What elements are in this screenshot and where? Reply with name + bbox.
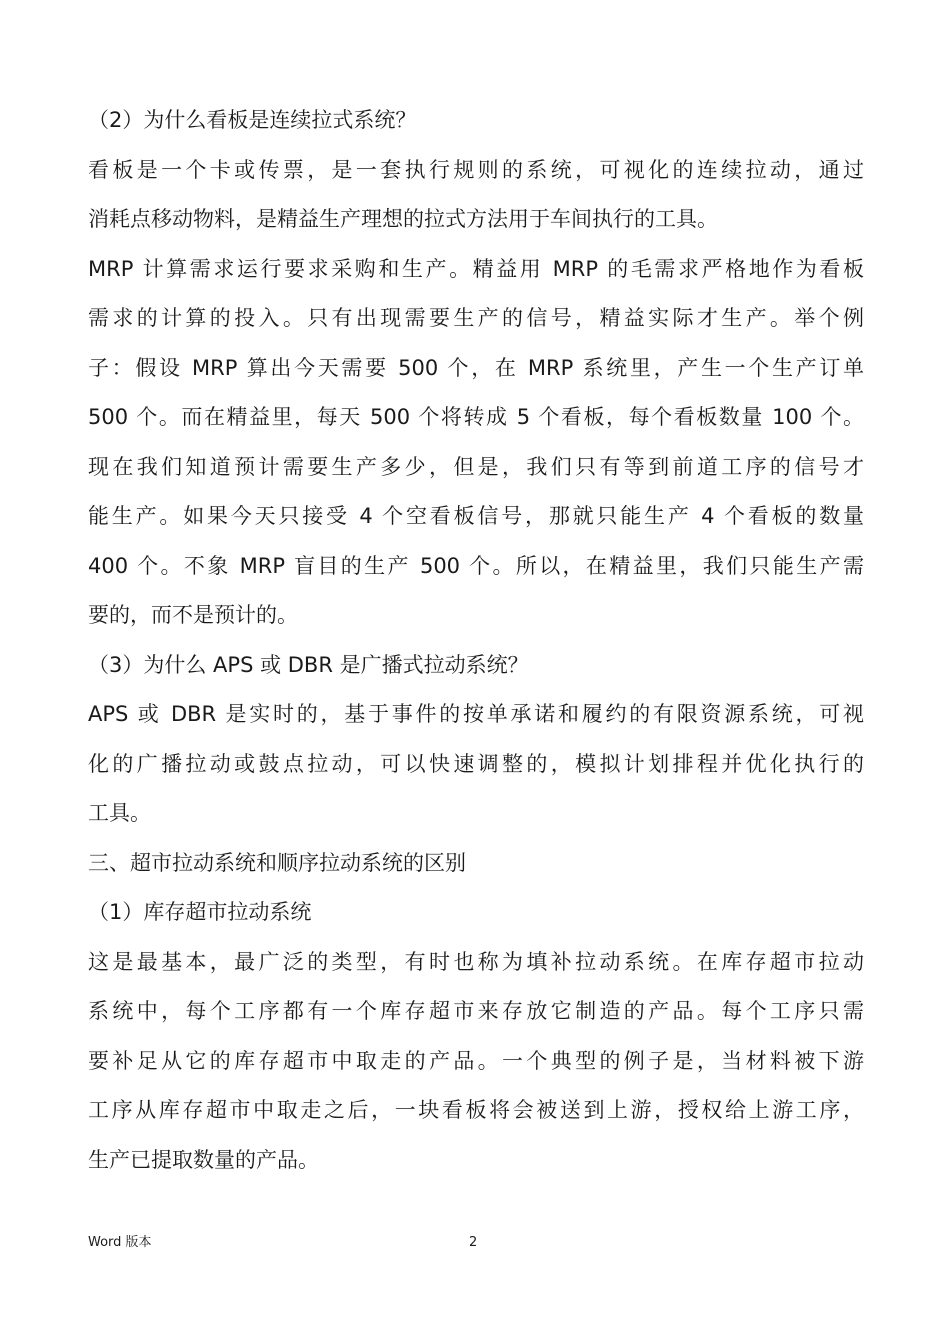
page-number: 2 — [469, 1235, 478, 1250]
paragraph-line: 要的，而不是预计的。 — [88, 603, 298, 627]
paragraph-line: 消耗点移动物料，是精益生产理想的拉式方法用于车间执行的工具。 — [88, 207, 718, 231]
paragraph-line: 现在我们知道预计需要生产多少，但是，我们只有等到前道工序的信号才 — [88, 454, 864, 479]
paragraph-line: 看板是一个卡或传票，是一套执行规则的系统，可视化的连续拉动，通过 — [88, 157, 864, 182]
paragraph-line: 工具。 — [88, 801, 151, 825]
paragraph-line: 400 个。不象 MRP 盲目的生产 500 个。所以，在精益里，我们只能生产需 — [88, 553, 864, 578]
paragraph-line: 要补足从它的库存超市中取走的产品。一个典型的例子是，当材料被下游 — [88, 1048, 864, 1073]
paragraph-line: 工序从库存超市中取走之后，一块看板将会被送到上游，授权给上游工序， — [88, 1098, 864, 1122]
paragraph-line: MRP 计算需求运行要求采购和生产。精益用 MRP 的毛需求严格地作为看板 — [88, 256, 864, 281]
paragraph-line: 这是最基本，最广泛的类型，有时也称为填补拉动系统。在库存超市拉动 — [88, 949, 864, 974]
document-body — [88, 96, 864, 1185]
paragraph-line: 500 个。而在精益里，每天 500 个将转成 5 个看板，每个看板数量 100 个。 — [88, 405, 864, 429]
paragraph-line: 系统中，每个工序都有一个库存超市来存放它制造的产品。每个工序只需 — [88, 999, 864, 1023]
paragraph-line: 化的广播拉动或鼓点拉动，可以快速调整的，模拟计划排程并优化执行的 — [88, 751, 864, 776]
paragraph-line: 子：假设 MRP 算出今天需要 500 个，在 MRP 系统里，产生一个生产订单 — [88, 355, 864, 380]
chapter-heading: 三、超市拉动系统和顺序拉动系统的区别 — [88, 850, 466, 875]
section-heading-1: （1）库存超市拉动系统 — [88, 900, 312, 924]
section-heading-3: （3）为什么 APS 或 DBR 是广播式拉动系统？ — [88, 652, 529, 677]
paragraph-line: 能生产。如果今天只接受 4 个空看板信号，那就只能生产 4 个看板的数量 — [88, 504, 864, 528]
paragraph-line: 需求的计算的投入。只有出现需要生产的信号，精益实际才生产。举个例 — [88, 306, 864, 330]
paragraph-line: 生产已提取数量的产品。 — [88, 1147, 319, 1172]
paragraph-line: APS 或 DBR 是实时的，基于事件的按单承诺和履约的有限资源系统，可视 — [88, 702, 864, 726]
section-heading-2: （2）为什么看板是连续拉式系统？ — [88, 108, 417, 132]
footer-version-label: Word 版本 — [88, 1235, 152, 1250]
